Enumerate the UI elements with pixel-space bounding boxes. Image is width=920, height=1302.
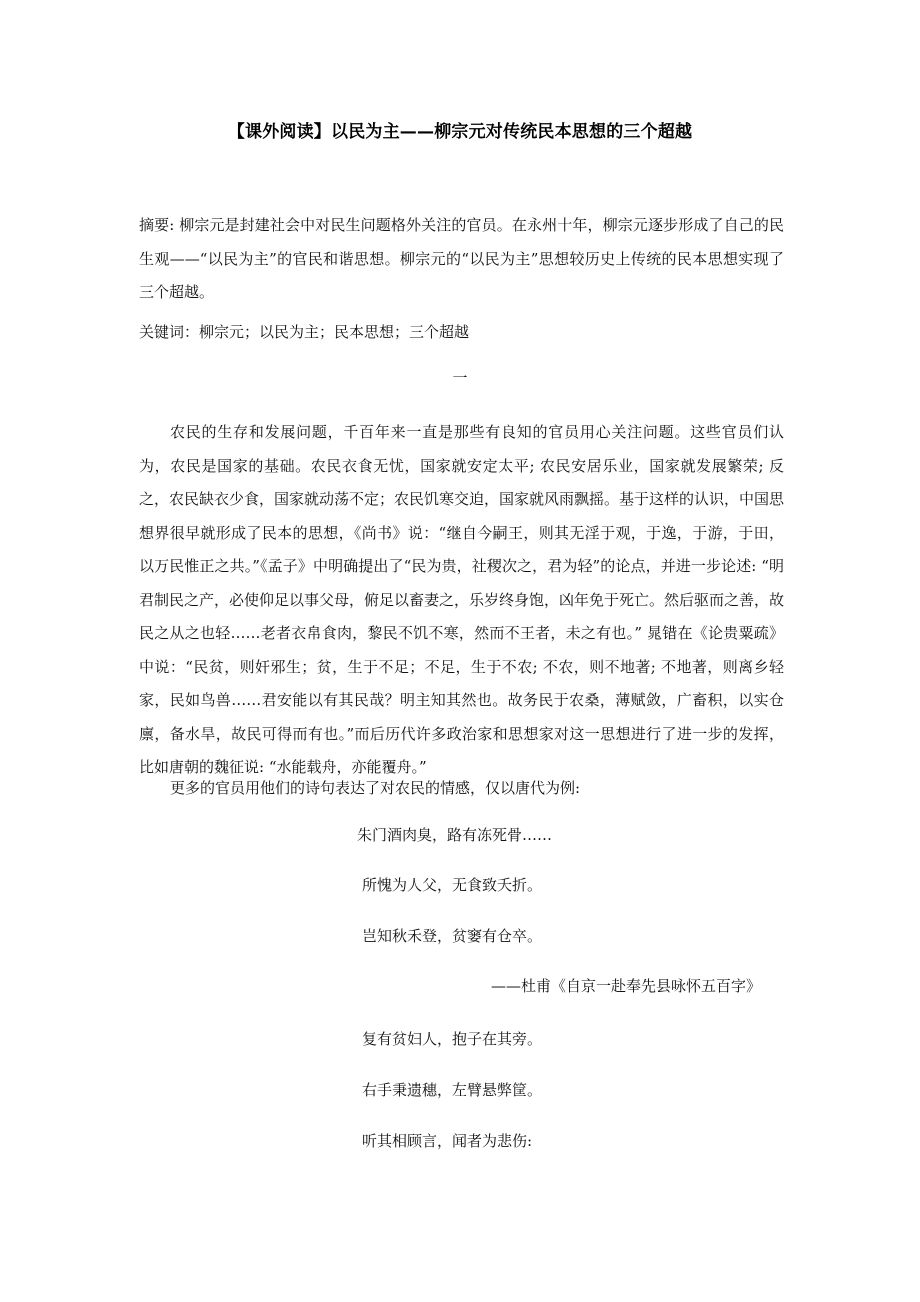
paragraph-text: 更多的官员用他们的诗句表达了对农民的情感，仅以唐代为例:	[170, 779, 581, 797]
poem-line: 岂知秋禾登，贫窭有仓卒。	[362, 927, 543, 945]
poem-line: 所愧为人父，无食致夭折。	[362, 876, 543, 894]
body-paragraph-1	[139, 416, 784, 785]
poem-attribution: ——杜甫《自京一赴奉先县咏怀五百字》	[491, 977, 762, 995]
keywords-line	[139, 316, 784, 350]
poem-line: 右手秉遗穗，左臂悬弊筐。	[362, 1081, 543, 1099]
keywords-text: 关键词：柳宗元；以民为主；民本思想；三个超越	[139, 323, 470, 341]
poem-line: 听其相顾言，闻者为悲伤:	[362, 1132, 533, 1150]
abstract-paragraph	[139, 209, 784, 310]
section-number: 一	[452, 369, 468, 387]
paragraph-text: 农民的生存和发展问题，千百年来一直是那些有良知的官员用心关注问题。这些官员们认为，农民是国家的基础。农民衣食无忧，国家就安定太平; 农民安居乐业，国家就发展繁荣; 反之，农民缺衣少食，国家就动荡不定；农民饥寒交迫，国家就风雨飘摇。基于这样的认识，中国思想界很早就形成了民本的思想，《尚书》说：“继自今嗣王，则其无淫于观，于逸，于游，于田，以万民惟正之共。”《孟子》中明确提出了“民为贵，社稷次之，君为轻”的论点，并进一步论述: “明君制民之产，必使仰足以事父母，俯足以畜妻之，乐岁终身饱，凶年免于死亡。然后驱而之善，故民之从之也轻……老者衣帛食肉，黎民不饥不寒，然而不王者，未之有也。” 晁错在《论贵粟疏》中说：“民贫，则奸邪生；贫，生于不足；不足，生于不农; 不农，则不地著; 不地著，则离乡轻家，民如鸟兽……君安能以有其民哉？明主知其然也。故务民于农桑，薄赋敛，广畜积，以实仓廪，备水旱，故民可得而有也。”而后历代许多政治家和思想家对这一思想进行了进一步的发挥，比如唐朝的魏征说: “水能载舟，亦能覆舟。”	[139, 423, 785, 776]
poem-line: 朱门酒肉臭，路有冻死骨……	[357, 826, 553, 844]
poem-line: 复有贫妇人，抱子在其旁。	[362, 1030, 543, 1048]
abstract-text: 摘要: 柳宗元是封建社会中对民生问题格外关注的官员。在永州十年，柳宗元逐步形成了自己的民生观——“以民为主”的官民和谐思想。柳宗元的“以民为主”思想较历史上传统的民本思想实现了三个超越。	[139, 216, 784, 301]
body-paragraph-2	[139, 772, 784, 806]
document-title: 【课外阅读】以民为主——柳宗元对传统民本思想的三个超越	[227, 122, 693, 142]
